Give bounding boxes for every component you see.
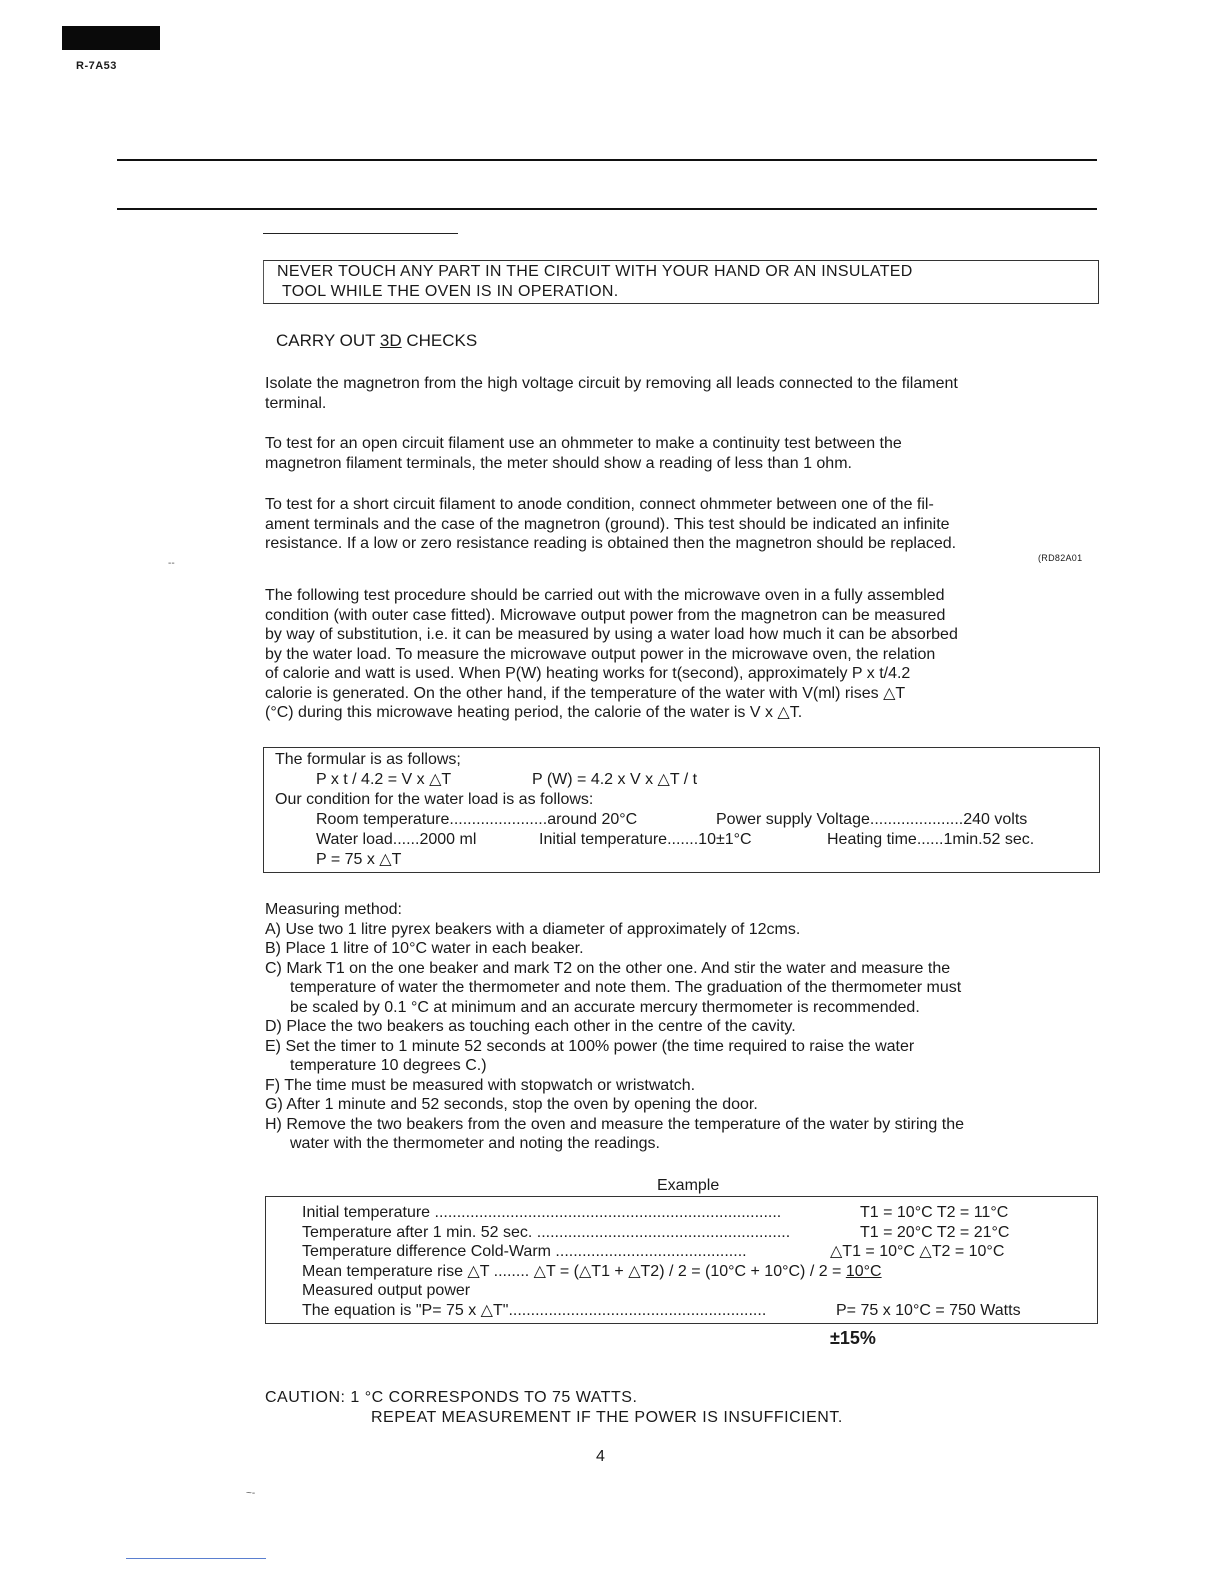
formula-initial-temp: Initial temperature.......10±1°C <box>539 831 752 848</box>
checks-heading: CARRY OUT 3D CHECKS <box>276 331 478 350</box>
example-row-1-label: Initial temperature .............................................................................. <box>302 1204 782 1221</box>
example-row-5-label: Measured output power <box>302 1282 471 1299</box>
page-number: 4 <box>596 1448 605 1465</box>
formula-box <box>263 747 1100 873</box>
method-step: temperature 10 degrees C.) <box>290 1057 487 1074</box>
example-row-3-value: △T1 = 10°C △T2 = 10°C <box>830 1243 1005 1260</box>
formula-result: P = 75 x △T <box>316 851 402 868</box>
method-step: C) Mark T1 on the one beaker and mark T2 on the other one. And stir the water and measure the <box>265 959 951 977</box>
paragraph-isolate: Isolate the magnetron from the high voltage circuit by removing all leads connected to the filament terminal. <box>265 375 958 412</box>
example-row-6-label: The equation is "P= 75 x △T".......................................................... <box>302 1302 767 1319</box>
warning-box <box>263 260 1099 304</box>
example-box <box>265 1196 1098 1324</box>
warning-line-1: NEVER TOUCH ANY PART IN THE CIRCUIT WITH YOUR HAND OR AN INSULATED <box>277 263 913 280</box>
tolerance: ±15% <box>830 1328 876 1348</box>
warning-line-2: TOOL WHILE THE OVEN IS IN OPERATION. <box>282 283 619 300</box>
example-row-6-value: P= 75 x 10°C = 750 Watts <box>836 1302 1021 1319</box>
formula-eq1: P x t / 4.2 = V x △T <box>316 771 452 788</box>
method-step: D) Place the two beakers as touching each other in the centre of the cavity. <box>265 1018 796 1035</box>
method-step: H) Remove the two beakers from the oven and measure the temperature of the water by stiring the <box>265 1115 965 1133</box>
example-row-4: Mean temperature rise △T ........ △T = (△T1 + △T2) / 2 = (10°C + 10°C) / 2 = 10°C <box>302 1263 882 1280</box>
caution-line-1: CAUTION: 1 °C CORRESPONDS TO 75 WATTS. <box>265 1389 638 1406</box>
model-number: R-7A53 <box>76 60 117 72</box>
method-step: G) After 1 minute and 52 seconds, stop the oven by opening the door. <box>265 1096 758 1113</box>
paragraph-open-circuit: To test for an open circuit filament use an ohmmeter to make a continuity test between the magnetron filament terminals, the meter should show a reading of less than 1 ohm. <box>265 435 902 472</box>
method-step: E) Set the timer to 1 minute 52 seconds at 100% power (the time required to raise the water <box>265 1037 915 1055</box>
paragraph-procedure: The following test procedure should be carried out with the microwave oven in a fully assembled condition (with outer case fitted). Microwave output power from the magnetron can be measured by way of substitution, i.e. it can be measured by using a water load how much it can be absorbed by the water load. To measure the microwave output power in the microwave oven, the relation of calorie and watt is used. When P(W) heating works for t(second), approximately P x t/4.2 calorie is generated. On the other hand, if the temperature of the water with V(ml) rises △T (°C) during this microwave heating period, the calorie of the water is V x △T. <box>265 587 958 721</box>
formula-eq2: P (W) = 4.2 x V x △T / t <box>532 771 698 788</box>
method-step: A) Use two 1 litre pyrex beakers with a diameter of approximately of 12cms. <box>265 920 801 938</box>
method-title: Measuring method: <box>265 901 402 918</box>
paragraph-short-circuit: To test for a short circuit filament to anode condition, connect ohmmeter between one of the fil- ament terminals and the case of the magnetron (ground). This test should be indicated an infinite resistance. If a low or zero resistance reading is obtained then the magnetron should be replaced. <box>265 496 957 552</box>
formula-intro: The formular is as follows; <box>275 751 461 768</box>
method-step: F) The time must be measured with stopwatch or wristwatch. <box>265 1076 696 1094</box>
measuring-method <box>265 900 1095 1154</box>
header-black-tab <box>62 26 160 50</box>
short-rule <box>263 233 458 234</box>
bottom-rule <box>126 1558 266 1559</box>
method-step: temperature of water the thermometer and note them. The graduation of the thermometer must <box>290 979 962 996</box>
margin-mark: -- <box>168 558 175 569</box>
example-row-1-value: T1 = 10°C T2 = 11°C <box>860 1204 1009 1221</box>
example-row-2-value: T1 = 20°C T2 = 21°C <box>860 1224 1010 1241</box>
caution-line-2: REPEAT MEASUREMENT IF THE POWER IS INSUFFICIENT. <box>371 1409 843 1426</box>
method-step: B) Place 1 litre of 10°C water in each beaker. <box>265 940 584 957</box>
formula-heating-time: Heating time......1min.52 sec. <box>827 831 1035 848</box>
example-row-3-label: Temperature difference Cold-Warm ........................................... <box>302 1243 747 1260</box>
second-rule <box>117 208 1097 210</box>
method-step: water with the thermometer and noting the readings. <box>290 1135 660 1152</box>
method-step: be scaled by 0.1 °C at minimum and an accurate mercury thermometer is recommended. <box>290 998 920 1016</box>
example-row-2-label: Temperature after 1 min. 52 sec. ......................................................... <box>302 1224 791 1241</box>
top-rule <box>117 159 1097 161</box>
formula-condition: Our condition for the water load is as follows: <box>275 791 594 808</box>
formula-room-temp: Room temperature......................around 20°C <box>316 811 638 828</box>
example-title: Example <box>657 1177 720 1194</box>
reference-code: (RD82A01 <box>1038 553 1083 563</box>
formula-supply-voltage: Power supply Voltage.....................240 volts <box>716 811 1028 828</box>
formula-water-load: Water load......2000 ml <box>316 831 477 848</box>
bottom-margin-mark: ~- <box>246 1488 256 1499</box>
